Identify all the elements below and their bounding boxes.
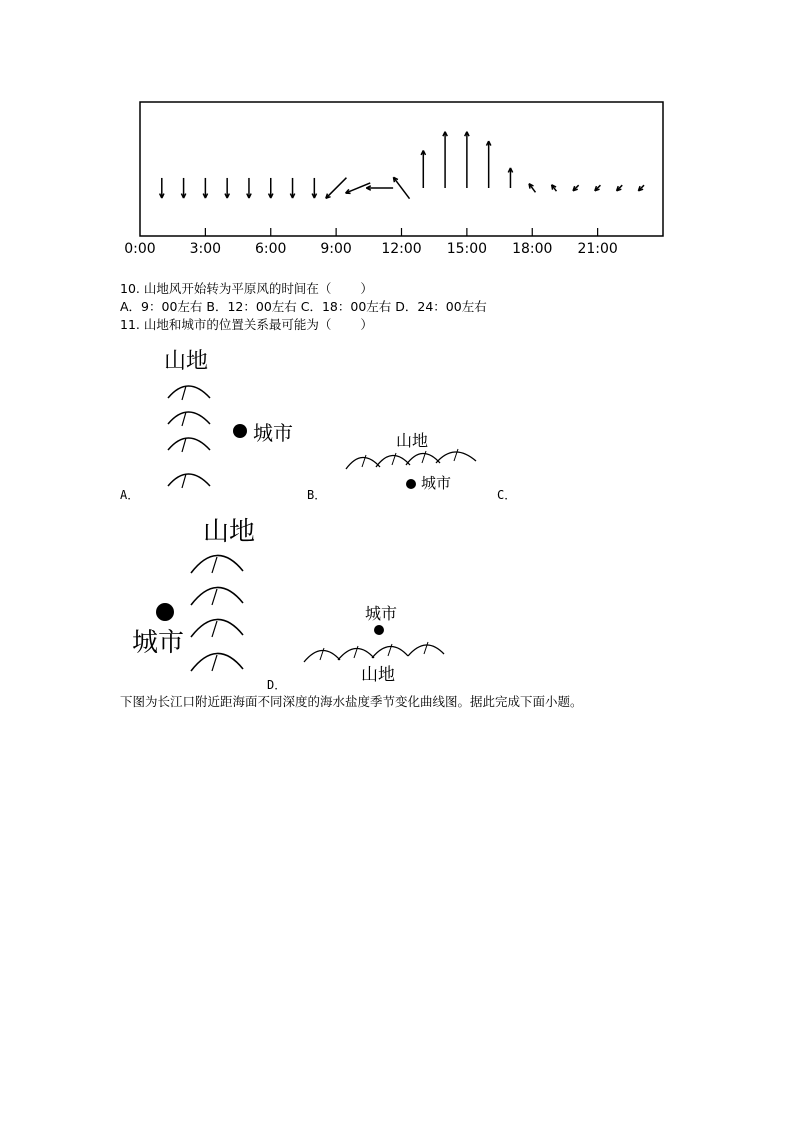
wind-arrow xyxy=(203,178,207,198)
wind-arrow xyxy=(312,178,316,198)
question-11-stem: 11. 山地和城市的位置关系最可能为（ ） xyxy=(120,317,373,332)
wind-arrow xyxy=(269,178,273,198)
wind-arrow xyxy=(247,178,251,198)
mountain-hatch xyxy=(212,557,217,573)
option-a-mountain-label: 山地 xyxy=(164,349,209,374)
wind-arrow xyxy=(508,168,512,188)
option-a-city-label: 城市 xyxy=(253,421,293,445)
mountain-arc xyxy=(168,474,210,486)
option-d-letter: D． xyxy=(267,678,287,692)
x-tick-label: 15:00 xyxy=(446,241,488,257)
mountain-hatch xyxy=(424,642,428,654)
mountain-arc xyxy=(168,412,210,424)
mountain-arc xyxy=(168,438,210,450)
mountain-hatch xyxy=(354,646,358,658)
mountain-arc xyxy=(338,648,374,660)
chart-frame xyxy=(140,102,663,236)
mountain-arc xyxy=(168,386,210,398)
x-tick-label: 0:00 xyxy=(124,241,156,257)
wind-arrow xyxy=(529,184,535,193)
option-c-mountains xyxy=(185,545,255,675)
mountain-hatch xyxy=(212,655,217,671)
option-b-city-dot xyxy=(405,478,417,490)
option-d-city-label: 城市 xyxy=(365,604,398,623)
mountain-hatch xyxy=(182,474,186,488)
wind-arrow xyxy=(326,178,347,199)
x-tick-label: 21:00 xyxy=(577,241,618,257)
wind-arrow xyxy=(486,141,490,188)
wind-arrow xyxy=(638,185,644,191)
wind-arrow xyxy=(421,150,425,188)
mountain-hatch xyxy=(182,412,186,426)
option-c-city-dot xyxy=(155,602,175,622)
wind-arrow xyxy=(393,177,409,198)
option-c-mountain-label: 山地 xyxy=(203,517,256,547)
x-tick-label: 3:00 xyxy=(189,241,222,257)
wind-arrow xyxy=(225,178,229,198)
x-tick-label: 18:00 xyxy=(512,241,553,257)
question-10-stem: 10. 山地风开始转为平原风的时间在（ ） xyxy=(120,281,373,296)
wind-arrow xyxy=(595,185,601,191)
mountain-hatch xyxy=(212,589,217,605)
wind-arrow xyxy=(465,132,469,188)
mountain-hatch xyxy=(392,453,396,465)
option-b-mountain-label: 山地 xyxy=(396,431,429,450)
mountain-arc xyxy=(372,646,408,658)
wind-arrow xyxy=(617,185,623,191)
wind-arrow xyxy=(552,185,557,191)
wind-arrow xyxy=(290,178,294,198)
option-c-letter: C． xyxy=(497,488,517,502)
wind-arrow xyxy=(181,178,185,198)
option-b-letter: B． xyxy=(307,488,327,502)
option-d-mountain-label: 山地 xyxy=(361,665,395,685)
option-a-mountains xyxy=(160,378,230,493)
mountain-hatch xyxy=(182,438,186,452)
option-d-city-dot xyxy=(373,624,385,636)
option-a-city-dot xyxy=(232,423,248,439)
wind-arrow xyxy=(366,186,393,190)
mountain-hatch xyxy=(362,455,366,467)
x-tick-label: 6:00 xyxy=(255,241,287,257)
mountain-hatch xyxy=(454,449,458,461)
x-tick-label: 9:00 xyxy=(320,241,352,257)
mountain-hatch xyxy=(182,386,186,400)
option-b-mountains xyxy=(340,443,485,473)
next-section-intro: 下图为长江口附近距海面不同深度的海水盐度季节变化曲线图。据此完成下面小题。 xyxy=(120,694,583,709)
wind-arrow xyxy=(443,132,447,188)
wind-arrow xyxy=(573,185,579,191)
wind-arrow xyxy=(160,178,164,198)
question-10-options: A．9：00左右 B．12：00左右 C．18：00左右 D．24：00左右 xyxy=(120,299,487,314)
mountain-hatch xyxy=(388,644,392,656)
mountain-hatch xyxy=(422,451,426,463)
mountain-arc xyxy=(304,650,340,662)
mountain-hatch xyxy=(320,648,324,660)
wind-chart xyxy=(0,0,794,270)
option-c-city-label: 城市 xyxy=(132,628,185,658)
mountain-hatch xyxy=(212,621,217,637)
option-a-letter: A． xyxy=(120,488,140,502)
x-tick-label: 12:00 xyxy=(381,241,422,257)
option-b-city-label: 城市 xyxy=(421,474,452,492)
